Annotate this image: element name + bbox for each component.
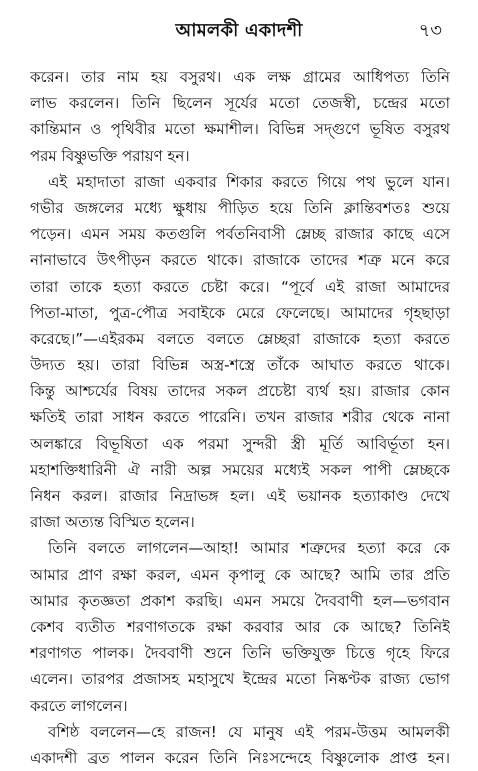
- text-line: করতে লাগলেন।: [30, 696, 128, 715]
- text-line: নানাভাবে উৎপীড়ন করতে থাকে। রাজাকে তাদের শত্রু মনে করে: [30, 251, 450, 270]
- text-line: নিধন করল। রাজার নিদ্রাভঙ্গ হল। এই ভয়ানক হত্যাকাণ্ড দেখে: [30, 487, 450, 505]
- text-line: তারা তাকে হত্যা করতে চেষ্টা করে। “পূর্বে এই রাজা আমাদের: [30, 277, 450, 296]
- text-line: ক্ষতিই তারা সাধন করতে পারেনি। তখন রাজার শরীর থেকে নানা: [30, 408, 450, 427]
- text-line: বশিষ্ঠ বললেন—হে রাজন! যে মানুষ এই পরম-উত্তম আমলকী: [48, 722, 450, 741]
- text-line: পরম বিষ্ণুভক্তি পরায়ণ হন।: [30, 146, 190, 165]
- text-line: পিতা-মাতা, পুত্র-পৌত্র সবাইকে মেরে ফেলেছে। আমাদের গৃহছাড়া: [30, 303, 450, 322]
- page-header: [0, 16, 478, 46]
- text-line: এই মহাদাতা রাজা একবার শিকার করতে গিয়ে পথ ভুলে যান।: [48, 172, 450, 191]
- paragraph: [30, 169, 450, 536]
- text-line: পড়েন। এমন সময় কতগুলি পর্বতনিবাসী ম্লেচ্ছ রাজার কাছে এসে: [30, 225, 450, 244]
- text-line: কিন্তু আশ্চর্যের বিষয় তাদের সকল প্রচেষ্টা ব্যর্থ হয়। রাজার কোন: [30, 382, 450, 401]
- text-line: করেছে।”—এইরকম বলতে বলতে ম্লেচ্ছরা রাজাকে হত্যা করতে: [30, 329, 450, 348]
- body-text: [30, 64, 450, 771]
- paragraph: [30, 535, 450, 718]
- text-line: তিনি বলতে লাগলেন—আহা! আমার শত্রুদের হত্যা করে কে: [48, 539, 450, 558]
- paragraph: [30, 719, 450, 771]
- text-line: একাদশী ব্রত পালন করেন তিনি নিঃসন্দেহে বিষ্ণুলোক প্রাপ্ত হন।: [30, 748, 450, 767]
- text-line: উদ্যত হয়। তারা বিভিন্ন অস্ত্র-শস্ত্রে তাঁকে আঘাত করতে থাকে।: [30, 356, 450, 375]
- text-line: গভীর জঙ্গলের মধ্যে ক্ষুধায় পীড়িত হয়ে তিনি ক্লান্তিবশতঃ শুয়ে: [30, 198, 450, 217]
- text-line: মহাশক্তিধারিনী ঐ নারী অল্প সময়ের মধ্যেই সকল পাপী ম্লেচ্ছকে: [30, 460, 450, 479]
- paragraph: [30, 64, 450, 169]
- text-line: লাভ করলেন। তিনি ছিলেন সূর্যের মতো তেজস্বী, চন্দ্রের মতো: [30, 94, 450, 113]
- text-line: আমার কৃতজ্ঞতা প্রকাশ করছি। এমন সময়ে দৈববাণী হল—ভগবান: [30, 591, 450, 610]
- text-line: অলঙ্কারে বিভূষিতা এক পরমা সুন্দরী স্ত্রী মূর্তি আবির্ভূতা হন।: [30, 434, 450, 453]
- text-line: শরণাগত পালক। দৈববাণী শুনে তিনি ভক্তিযুক্ত চিত্তে গৃহে ফিরে: [30, 644, 450, 663]
- text-line: এলেন। তারপর প্রজাসহ মহাসুখে ইন্দ্রের মতো নিষ্কণ্টক রাজ্য ভোগ: [30, 670, 450, 689]
- text-line: রাজা অত্যন্ত বিস্মিত হলেন।: [30, 513, 195, 532]
- chapter-title: আমলকী একাদশী: [175, 20, 303, 41]
- text-line: কেশব ব্যতীত শরণাগতকে রক্ষা করবার আর কে আছে? তিনিই: [30, 617, 450, 636]
- text-line: করেন। তার নাম হয় বসুরথ। এক লক্ষ গ্রামের আধিপত্য তিনি: [30, 68, 450, 86]
- page-number: ৭৩: [418, 20, 442, 41]
- text-line: আমার প্রাণ রক্ষা করল, এমন কৃপালু কে আছে? আমি তার প্রতি: [30, 565, 450, 584]
- text-line: কান্তিমান ও পৃথিবীর মতো ক্ষমাশীল। বিভিন্ন সদ্‌গুণে ভূষিত বসুরথ: [30, 120, 450, 139]
